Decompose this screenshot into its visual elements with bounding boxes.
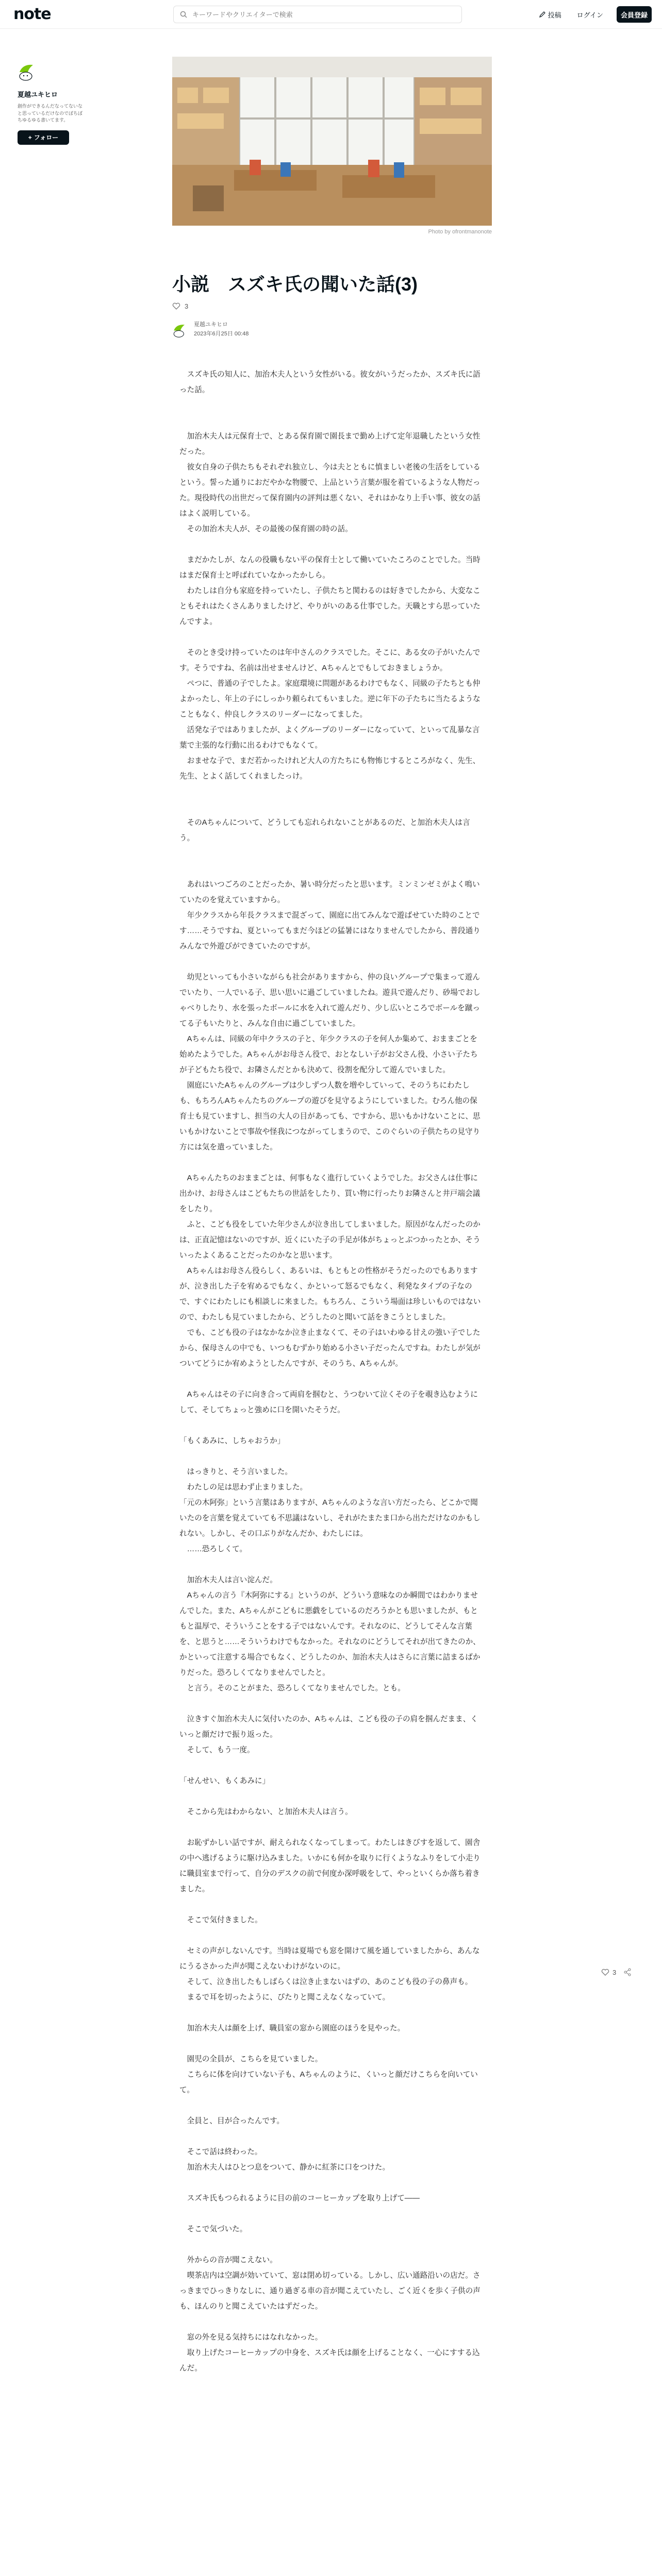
body-paragraph: 園児の全員が、こちらを見ていました。 こちらに体を向けていない子も、Aちゃんのように、くいっと顔だけこちらを向いていて。 <box>179 2055 478 2094</box>
creator-bio: 創作ができるんだなってないなと思っているだけなのでぼちぼちゆるゆる書いてます。 <box>18 104 83 123</box>
avatar[interactable] <box>18 61 38 81</box>
photo-credit: Photo by ofrontmanonote <box>428 229 492 235</box>
register-button[interactable]: 会員登録 <box>617 6 652 23</box>
body-paragraph: 幼児といっても小さいながらも社会がありますから、仲の良いグループで集まって遊んでいたり、一人でいる子、思い思いに過ごしていましたね。遊具で遊んだり、砂場でおしゃべりしたり、水を張ったボールに水を入れて遊んだり、少し広いところでボールを蹴ってる子もいたりと、みんな自由に過ごしていました。 Aちゃんは、同級の年中クラスの子と、年少クラスの子を何人か集めて、おままごとを始めたようでした。Aちゃんがお母さん役で、おとなしい子がお父さん役、小さい子たちが子どもたち役で、お隣さんだとかも決めて、役割を配分して遊んでいました。 園庭にいたAちゃんのグループは少しずつ人数を増やしていって、そのうちにわたしも、もちろんAちゃんたちのグループの遊びを見守るようにしていました。むろん他の保育士も見ていますし、担当の大人の目があっても、ですから、思いもかけないことに、思いもかけないことで事故や怪我につながってしまうので、このぐらいの子供たちの見守り方には気を遣っていました。 <box>179 973 481 1151</box>
follow-button[interactable] <box>18 130 69 145</box>
post-label: 投稿 <box>548 11 561 19</box>
body-paragraph: Aちゃんはその子に向き合って両肩を掴むと、うつむいて泣くその子を覗き込むようにして、そしてちょっと強めに口を開いたそうだ。 <box>179 1391 478 1414</box>
body-paragraph: お恥ずかしい話ですが、耐えられなくなってしまって。わたしはきびすを返して、園舎の中へ逃げるように駆け込みました。いかにも何かを取りに行くようなふりをして小走りに職員室まで行って、自分のデスクの前で何度か深呼吸をして、やっといくらか落ち着きました。 <box>179 1839 481 1893</box>
body-paragraph: そのAちゃんについて、どうしても忘れられないことがあるのだ、と加治木夫人は言う。 <box>179 819 470 842</box>
body-paragraph: 「せんせい、もくあみに」 <box>179 1777 270 1785</box>
body-paragraph: まだかたしが、なんの役職もない平の保育士として働いていたころのことでした。当時はまだ保育士と呼ばれていなかったかしら。 わたしは自分も家庭を持っていたし、子供たちと関わるのは好きでしたから、大変なこともそれはたくさんありましたけど、やりがいのある仕事でした。天職とすら思っていたんですよ。 <box>179 556 481 626</box>
like-count: 3 <box>185 302 189 310</box>
body-paragraph: そこで気づいた。 <box>179 2225 247 2233</box>
body-paragraph: はっきりと、そう言いました。 わたしの足は思わず止まりました。 「元の木阿弥」という言葉はありますが、Aちゃんのような言い方だったら、どこかで聞いたのを言葉を覚えていても不思議はないし、それがたまたま口から出ただけなのかもしれない。しかし、その口ぶりがなんだか、わたしには。 ……恐ろしくて。 <box>179 1468 481 1553</box>
body-paragraph: 「もくあみに、しちゃおうか」 <box>179 1437 285 1445</box>
author-row <box>172 320 249 338</box>
body-paragraph: 窓の外を見る気持ちにはなれなかった。 取り上げたコーヒーカップの中身を、スズキ氏は顔を上げることなく、一心にすする込んだ。 <box>179 2333 480 2372</box>
search-icon <box>180 11 187 18</box>
heart-icon <box>172 302 180 310</box>
article-body <box>179 367 484 2392</box>
creator-sidebar <box>18 61 85 145</box>
publish-date: 2023年6月25日 00:48 <box>194 330 249 337</box>
body-paragraph: スズキ氏の知人に、加治木夫人という女性がいる。彼女がいうだったか、スズキ氏に語った話。 <box>179 370 481 394</box>
follow-label: フォロー <box>34 134 59 141</box>
hero-image <box>172 57 492 226</box>
search-bar[interactable] <box>173 6 462 23</box>
pen-icon <box>539 11 546 18</box>
author-avatar[interactable] <box>172 321 189 338</box>
search-input[interactable] <box>192 11 440 19</box>
body-paragraph: そこから先はわからない、と加治木夫人は言う。 <box>179 1808 353 1816</box>
body-paragraph: 加治木夫人は元保育士で、とある保育園で園長まで勤め上げて定年退職したという女性だった。 彼女自身の子供たちもそれぞれ独立し、今は夫とともに慎ましい老後の生活をしているという。誓った通りにおだやかな物腰で、上品という言葉が服を着ているような人物だった。現役時代の出世だって保育園内の評判は悪くない、それはかなり上手い事、彼女の話はよく説明している。 その加治木夫人が、その最後の保育園の時の話。 <box>179 432 481 533</box>
body-paragraph: セミの声がしないんです。当時は夏場でも窓を開けて風を通していましたから、あんなにうるさかった声が聞こえないわけがないのに。 そして、泣き出したもしばらくは泣き止まないはずの、あのこども役の子の鼻声も。 まるで耳を切ったように、ぴたりと聞こえなくなっていて。 <box>179 1947 480 2002</box>
creator-name[interactable]: 夏越ユキヒロ <box>18 91 58 98</box>
login-button[interactable]: ログイン <box>576 11 603 19</box>
body-paragraph: そこで気付きました。 <box>179 1916 262 1924</box>
body-paragraph: そこで話は終わった。 加治木夫人はひとつ息をついて、静かに紅茶に口をつけた。 <box>187 2148 390 2172</box>
body-paragraph: 外からの音が聞こえない。 喫茶店内は空調が効いていて、窓は閉め切っている。しかし、広い通路沿いの店だ。さっきまでひっきりなしに、通り過ぎる車の音が聞こえていたし、ごく近くを歩く子供の声も、ほんのりと聞こえていたはずだった。 <box>179 2256 481 2311</box>
floating-like[interactable] <box>601 1968 632 1976</box>
body-paragraph: Aちゃんたちのおままごとは、何事もなく進行していくようでした。お父さんは仕事に出かけ、お母さんはこどもたちの世話をしたり、買い物に行ったりお隣さんと井戸端会議をしたり。 ふと、こども役をしていた年少さんが泣き出してしまいました。原因がなんだったのかは、正直記憶はないのですが、近くにいた子の手足が体がちょっとぶつかったとか、そういったよくあることだったのかなと思います。 Aちゃんはお母さん役らしく、あるいは、もともとの性格がそうだったのでもありますが、泣き出した子を宥めるでもなく、かといって怒るでもなく、利発なタイプの子なので、すぐにわたしにも相談しに来ました。もちろん、こういう場面は珍しいものではないので、わたしも見ていましたから、どうしたのと聞いて話をきこうとしました。 でも、こども役の子はなかなか泣き止まなくて、その子はいわゆる甘えの強い子でしたから、保母さんの中でも、いつもむずかり始める小さい子だったんですね。わたしが気がついてどうにか宥めようとしたんですが、そのうち、Aちゃんが。 <box>179 1174 481 1368</box>
note-logo[interactable]: note <box>13 5 51 23</box>
heart-icon <box>601 1968 609 1976</box>
floating-like-count: 3 <box>613 1968 617 1976</box>
share-icon[interactable] <box>623 1968 632 1976</box>
body-paragraph: あれはいつごろのことだったか、暑い時分だったと思います。ミンミンゼミがよく鳴いていたのを覚えていますから。 年少クラスから年長クラスまで混ざって、園庭に出てみんなで遊ばせていた時のことです……そうですね、夏といってもまだ今ほどの猛暑にはなりませんでしたから、普段通りみんなで外遊びができていたのですが。 <box>179 880 481 951</box>
body-paragraph: そのとき受け持っていたのは年中さんのクラスでした。そこに、ある女の子がいたんです。そうですね、名前は出せませんけど、Aちゃんとでもしておきましょうか。 ぺつに、普通の子でしたよ。家庭環境に問題があるわけでもなく、同級の子たちとも仲よかったし、年上の子にしっかり頼られてもいました。逆に年下の子たちに当たるようなこともなく、仲良しクラスのリーダーになってました。 活発な子ではありましたが、よくグループのリーダーになっていて、といって乱暴な言葉で主張的な行動に出るわけでもなくて。 おませな子で、まだ若かったけれど大人の方たちにも物怖じするところがなく、先生、先生、とよく話してくれましたっけ。 <box>179 649 481 781</box>
body-paragraph: 加治木夫人は言い淀んだ。 Aちゃんの言う『木阿弥にする』というのが、どういう意味なのか瞬間ではわかりませんでした。また、Aちゃんがこどもに悪戯をしているのだろうかとも思いましたが、もともと温厚で、そういうことをする子ではないんです。それなのに、どうしてそんな言葉を、と思うと……そういうわけでもなかった。それなのにどうしてそれが出てきたのか、かといって注意する場合でもなく、どうしたのか、加治木夫人はさらに言葉に詰まるばかりだった。恐ろしくてなりませんでしたと。 と言う。そのことがまた、恐ろしくてなりませんでした。とも。 <box>179 1576 481 1692</box>
body-paragraph: 泣きすぐ加治木夫人に気付いたのか、Aちゃんは、こども役の子の肩を掴んだまま、くいっと顔だけで振り返った。 そして、もう一度。 <box>179 1715 478 1754</box>
title-like-count[interactable] <box>172 302 188 310</box>
author-name[interactable]: 夏越ユキヒロ <box>194 321 228 328</box>
body-paragraph: スズキ氏もつられるように目の前のコーヒーカップを取り上げて―― <box>179 2194 420 2202</box>
body-paragraph: 全員と、目が合ったんです。 <box>179 2117 285 2125</box>
post-button[interactable] <box>539 10 561 20</box>
site-header <box>0 0 662 29</box>
plus-icon: + <box>28 133 32 141</box>
body-paragraph: 加治木夫人は顔を上げ、職員室の窓から園庭のほうを見やった。 <box>179 2024 405 2032</box>
article-title: 小説 スズキ氏の聞いた話(3) <box>172 274 418 295</box>
